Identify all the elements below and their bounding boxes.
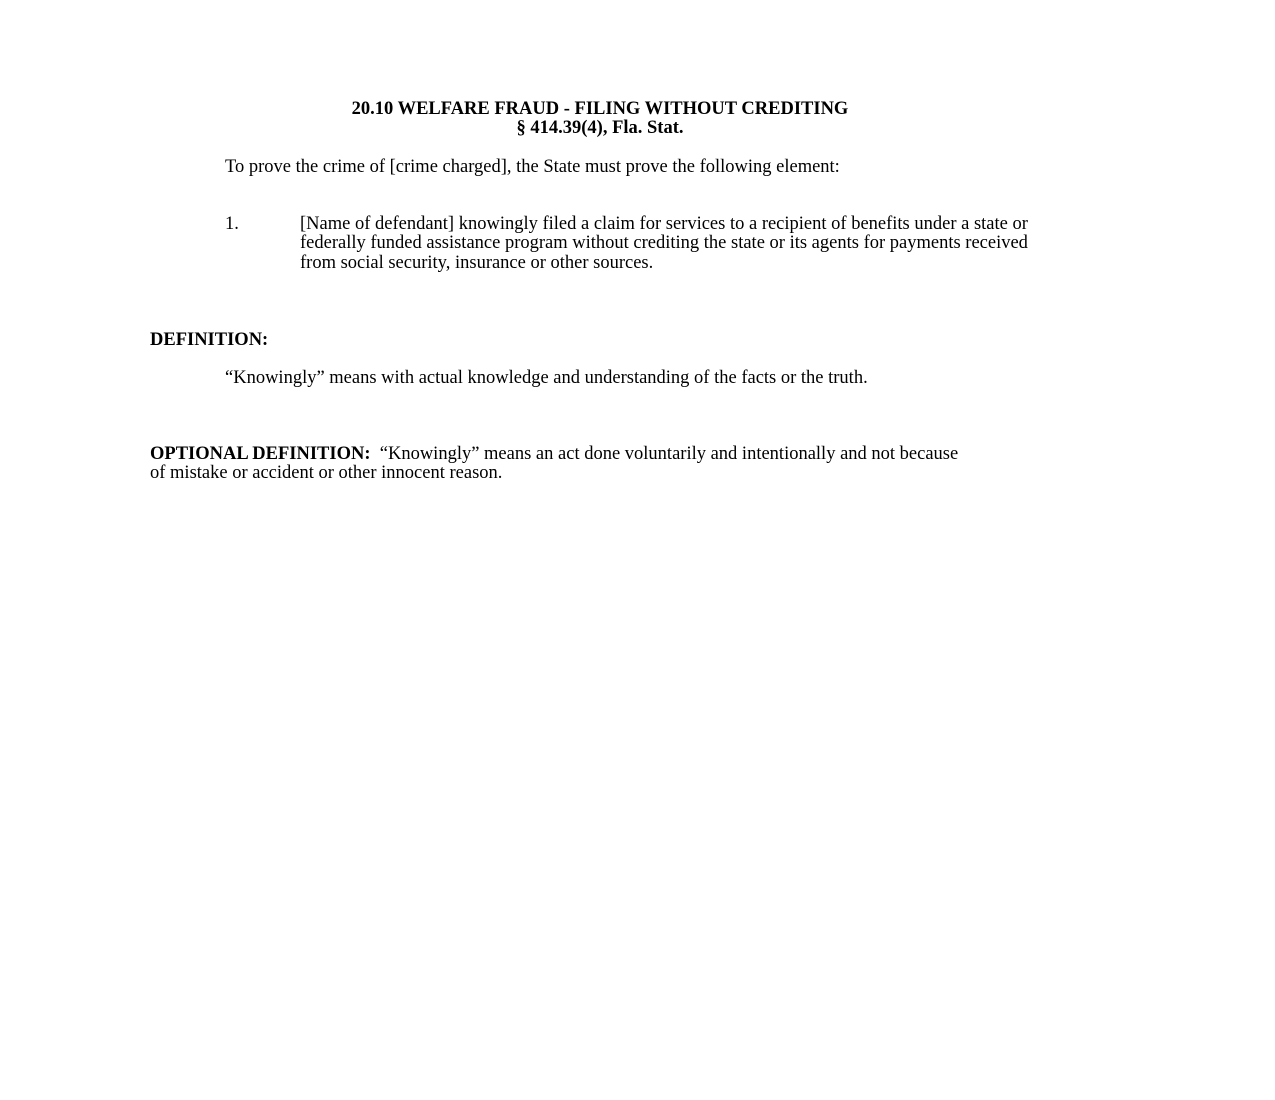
intro-paragraph: To prove the crime of [crime charged], the State must prove the following element: — [225, 157, 840, 177]
optional-definition-label: OPTIONAL DEFINITION: — [150, 444, 371, 464]
element-number: 1. — [225, 214, 239, 234]
optional-definition-text: “Knowingly” means an act done voluntarily and intentionally and not because of mistake or accident or other innocent reason. — [150, 444, 959, 484]
statute-citation: § 414.39(4), Fla. Stat. — [516, 118, 684, 139]
optional-definition — [150, 445, 970, 484]
element-text: [Name of defendant] knowingly filed a claim for services to a recipient of benefits under a state or federally funded assistance program without crediting the state or its agents for payments received from social security, insurance or other sources. — [300, 214, 1028, 273]
definition-heading: DEFINITION: — [150, 330, 269, 350]
definition-text: “Knowingly” means with actual knowledge and understanding of the facts or the truth. — [225, 368, 868, 388]
title-line-1: 20.10 WELFARE FRAUD - FILING WITHOUT CREDITING — [351, 99, 849, 119]
document-title — [150, 100, 1050, 139]
